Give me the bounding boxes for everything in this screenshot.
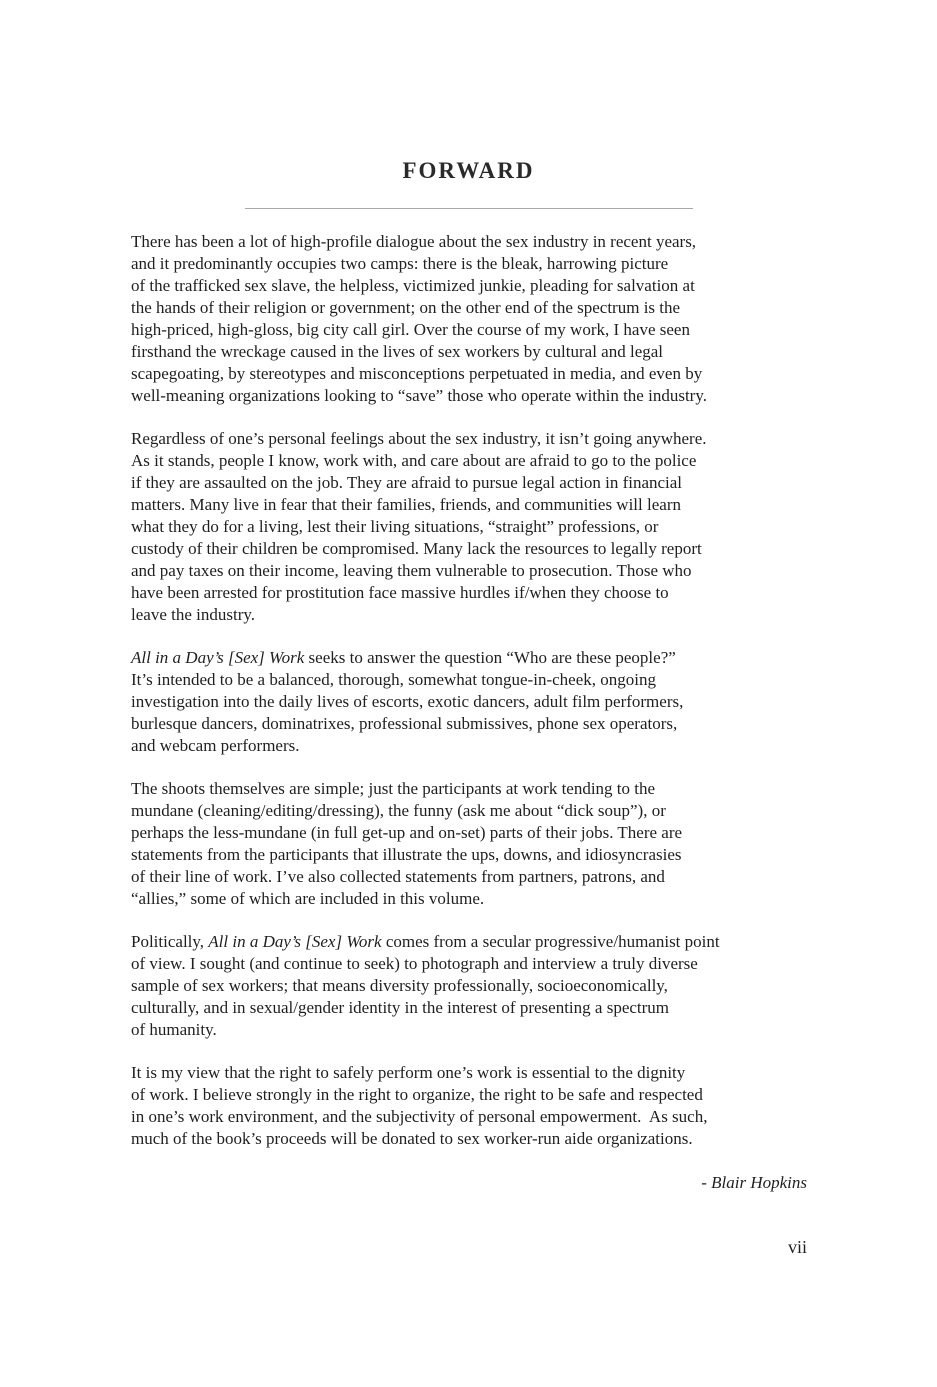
text-line — [131, 1106, 821, 1128]
text-line — [131, 1062, 821, 1084]
text-line — [131, 538, 821, 560]
text-line — [131, 560, 821, 582]
text-segment: firsthand the wreckage caused in the lives of sex workers by cultural and legal — [131, 342, 664, 361]
text-segment: investigation into the daily lives of escorts, exotic dancers, adult film performers, — [131, 692, 684, 711]
text-line — [131, 363, 821, 385]
paragraph-4 — [131, 778, 821, 910]
text-line — [131, 582, 821, 604]
text-line — [131, 888, 821, 910]
text-segment: scapegoating, by stereotypes and misconceptions perpetuated in media, and even by — [131, 364, 703, 383]
text-segment: of their line of work. I’ve also collected statements from partners, patrons, and — [131, 867, 665, 886]
text-line — [131, 669, 821, 691]
text-segment: the hands of their religion or government; on the other end of the spectrum is the — [131, 298, 681, 317]
text-segment: It is my view that the right to safely perform one’s work is essential to the dignity — [131, 1063, 686, 1082]
text-segment: custody of their children be compromised. Many lack the resources to legally report — [131, 539, 702, 558]
text-line — [131, 275, 821, 297]
text-segment: in one’s work environment, and the subjectivity of personal empowerment. As such, — [131, 1107, 708, 1126]
text-line — [131, 319, 821, 341]
text-line — [131, 1128, 821, 1150]
text-segment: of humanity. — [131, 1020, 217, 1039]
text-segment: of work. I believe strongly in the right to organize, the right to be safe and respected — [131, 1085, 703, 1104]
text-line — [131, 297, 821, 319]
text-line — [131, 866, 821, 888]
text-segment: Politically, — [131, 932, 209, 951]
paragraph-2 — [131, 428, 821, 626]
text-segment: seeks to answer the question “Who are these people?” — [304, 648, 676, 667]
text-line — [131, 931, 821, 953]
text-line — [131, 1019, 821, 1041]
text-segment: and webcam performers. — [131, 736, 300, 755]
text-line — [131, 494, 821, 516]
text-line — [131, 341, 821, 363]
text-segment: much of the book’s proceeds will be donated to sex worker-run aide organizations. — [131, 1129, 693, 1148]
text-line — [131, 1084, 821, 1106]
text-segment: well-meaning organizations looking to “save” those who operate within the industry. — [131, 386, 707, 405]
text-line — [131, 800, 821, 822]
book-title-italic: All in a Day’s [Sex] Work — [131, 648, 305, 667]
text-segment: and pay taxes on their income, leaving them vulnerable to prosecution. Those who — [131, 561, 692, 580]
text-segment: perhaps the less-mundane (in full get-up and on-set) parts of their jobs. There are — [131, 823, 683, 842]
text-segment: “allies,” some of which are included in this volume. — [131, 889, 485, 908]
text-line — [131, 997, 821, 1019]
text-segment: of the trafficked sex slave, the helpless, victimized junkie, pleading for salvation at — [131, 276, 695, 295]
text-line — [131, 385, 821, 407]
text-segment: burlesque dancers, dominatrixes, professional submissives, phone sex operators, — [131, 714, 678, 733]
text-line — [131, 428, 821, 450]
text-segment: There has been a lot of high-profile dialogue about the sex industry in recent years, — [131, 232, 697, 251]
text-segment: what they do for a living, lest their living situations, “straight” professions, or — [131, 517, 659, 536]
text-segment: if they are assaulted on the job. They are afraid to pursue legal action in financial — [131, 473, 683, 492]
text-segment: high-priced, high-gloss, big city call girl. Over the course of my work, I have seen — [131, 320, 690, 339]
text-line — [131, 691, 821, 713]
text-segment: leave the industry. — [131, 605, 255, 624]
text-segment: and it predominantly occupies two camps: there is the bleak, harrowing picture — [131, 254, 669, 273]
page-number: vii — [787, 1237, 807, 1257]
text-line — [131, 450, 821, 472]
text-segment: The shoots themselves are simple; just the participants at work tending to the — [131, 779, 656, 798]
text-segment: mundane (cleaning/editing/dressing), the funny (ask me about “dick soup”), or — [131, 801, 666, 820]
text-segment: matters. Many live in fear that their families, friends, and communities will learn — [131, 495, 681, 514]
paragraph-5 — [131, 931, 821, 1041]
text-segment: comes from a secular progressive/humanist point — [381, 932, 720, 951]
text-segment: Regardless of one’s personal feelings about the sex industry, it isn’t going anywhere. — [131, 429, 707, 448]
book-title-italic: All in a Day’s [Sex] Work — [208, 932, 382, 951]
paragraph-3 — [131, 647, 821, 757]
text-line — [131, 713, 821, 735]
author-signature: - Blair Hopkins — [701, 1173, 807, 1192]
page-title: FORWARD — [402, 158, 535, 183]
text-line — [131, 516, 821, 538]
text-segment: of view. I sought (and continue to seek) to photograph and interview a truly diverse — [131, 954, 698, 973]
text-line — [131, 778, 821, 800]
text-line — [131, 735, 821, 757]
text-line — [131, 953, 821, 975]
text-line — [131, 647, 821, 669]
text-segment: statements from the participants that illustrate the ups, downs, and idiosyncrasies — [131, 845, 682, 864]
text-line — [131, 822, 821, 844]
title-divider — [245, 208, 693, 209]
paragraph-6 — [131, 1062, 821, 1150]
text-line — [131, 231, 821, 253]
text-line — [131, 604, 821, 626]
paragraph-1 — [131, 231, 821, 407]
text-line — [131, 472, 821, 494]
text-segment: It’s intended to be a balanced, thorough, somewhat tongue-in-cheek, ongoing — [131, 670, 656, 689]
text-segment: culturally, and in sexual/gender identity in the interest of presenting a spectrum — [131, 998, 670, 1017]
text-line — [131, 253, 821, 275]
text-segment: have been arrested for prostitution face massive hurdles if/when they choose to — [131, 583, 669, 602]
text-line — [131, 975, 821, 997]
foreword-text — [131, 231, 821, 1171]
text-segment: sample of sex workers; that means diversity professionally, socioeconomically, — [131, 976, 668, 995]
text-line — [131, 844, 821, 866]
text-segment: As it stands, people I know, work with, and care about are afraid to go to the police — [131, 451, 697, 470]
